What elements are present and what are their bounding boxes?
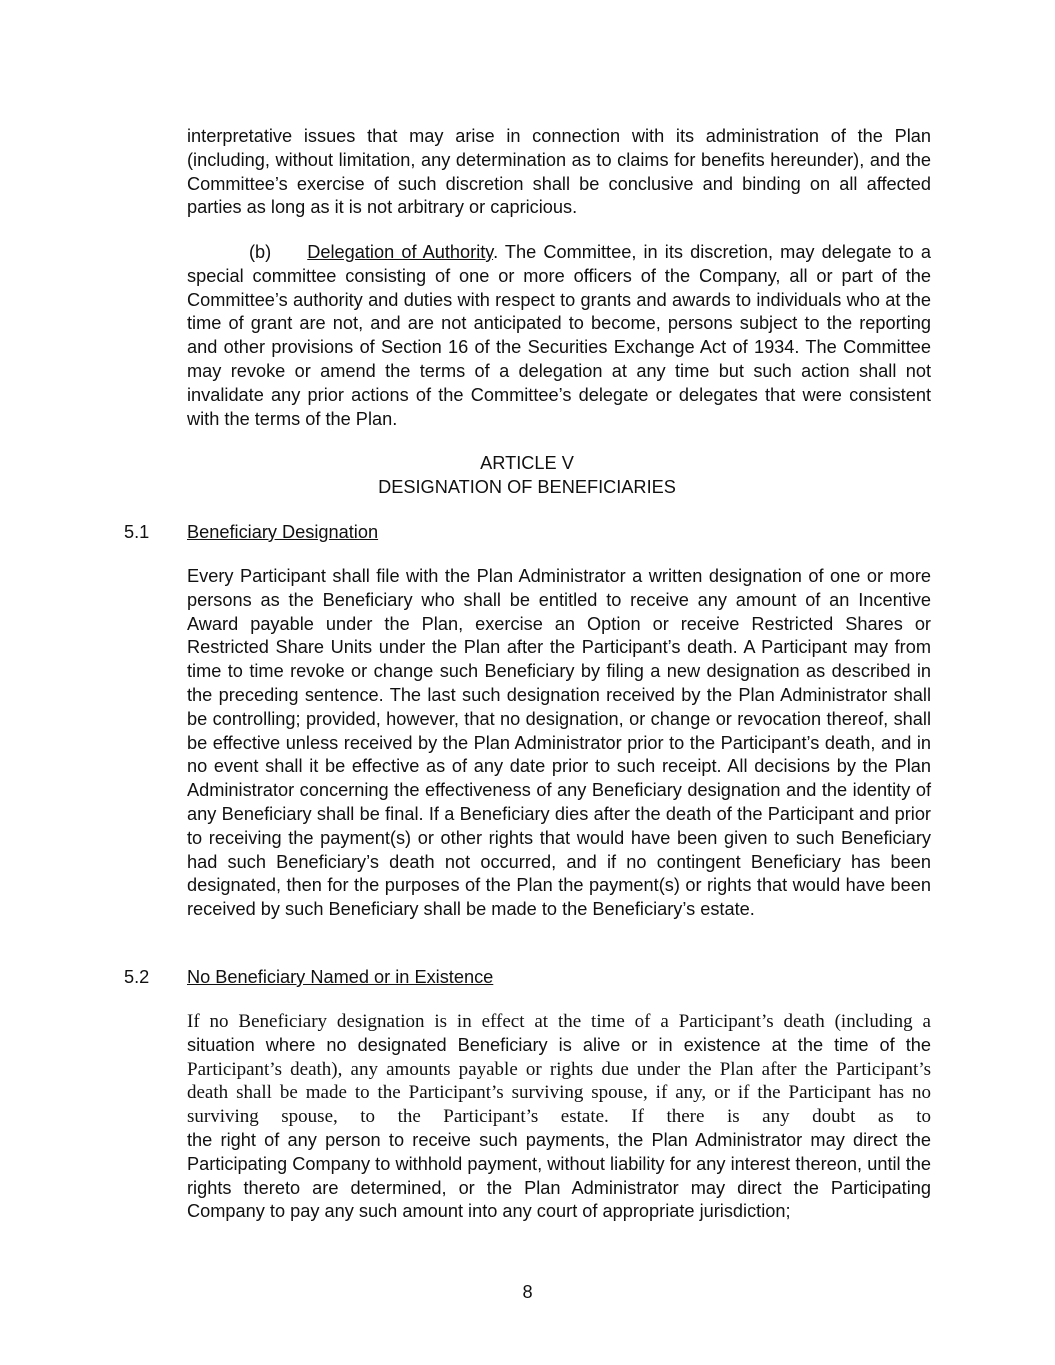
paragraph-beneficiary-designation: Every Participant shall file with the Plan Administrator a written designation of one or more persons as the Beneficiary who shall be entitled to receive any amount of an Incentive Award payable under the Plan, exercise an Option or receive Restricted Shares or Restricted Share Units under the Plan after the Participant’s death. A Participant may from time to time revoke or change such Beneficiary by filing a new designation as described in the preceding sentence. The last such designation received by the Plan Administrator shall be controlling; provided, however, that no designation, or change or revocation thereof, shall be effective unless received by the Plan Administrator prior to the Participant’s death, and in no event shall it be effective as of any date prior to such receipt. All decisions by the Plan Administrator concerning the effectiveness of any Beneficiary designation and the identity of any Beneficiary shall be final. If a Beneficiary dies after the death of the Participant and prior to receiving the payment(s) or other rights that would have been given to such Beneficiary had such Beneficiary’s death not occurred, and if no contingent Beneficiary has been designated, then for the purposes of the Plan the payment(s) or rights that would have been received by such Beneficiary shall be made to the Beneficiary’s estate. [187,566,931,920]
section-title: No Beneficiary Named or in Existence [187,967,494,987]
section-number: 5.1 [124,522,150,542]
page-number: 8 [522,1282,533,1302]
paragraph-line: If no Beneficiary designation is in effect at the time of a Participant’s death (including a [187,1011,931,1032]
subsection-title: Delegation of Authority [307,242,494,262]
article-title: DESIGNATION OF BENEFICIARIES [378,477,676,497]
paragraph-delegation-of-authority [187,241,931,431]
subsection-label: (b) [249,242,272,262]
section-number: 5.2 [124,967,150,987]
article-number: ARTICLE V [480,453,574,473]
section-title: Beneficiary Designation [187,522,379,542]
paragraph-line: situation where no designated Beneficiary is alive or in existence at the time of the [187,1034,931,1055]
paragraph-interpretative-issues: interpretative issues that may arise in connection with its administration of the Plan (including, without limitation, any determination as to claims for benefits hereunder), and the Committee’s exercise of such discretion shall be conclusive and binding on all affected parties as long as it is not arbitrary or capricious. [187,126,931,218]
subsection-body: . The Committee, in its discretion, may delegate to a special committee consisting of one or more officers of the Company, all or part of the Committee’s authority and duties with respect to grants and awards to individuals who at the time of grant are not, and are not anticipated to become, persons subject to the reporting and other provisions of Section 16 of the Securities Exchange Act of 1934. The Committee may revoke or amend the terms of a delegation at any time but such action shall not invalidate any prior actions of the Committee’s delegate or delegates that were consistent with the terms of the Plan. [187,242,931,429]
paragraph-line: Participant’s death), any amounts payable or rights due under the Plan after the Participant’s death shall be made to the Participant’s surviving spouse, if any, or if the Participant has no surviving spouse, to the Participant’s estate. If there is any doubt as to [187,1058,931,1128]
paragraph-no-beneficiary [187,1010,931,1224]
paragraph-line: the right of any person to receive such payments, the Plan Administrator may direct the Participating Company to withhold payment, without liability for any interest thereon, until the rights thereto are determined, or the Plan Administrator may direct the Participating Company to pay any such amount into any court of appropriate jurisdiction; [187,1129,931,1222]
